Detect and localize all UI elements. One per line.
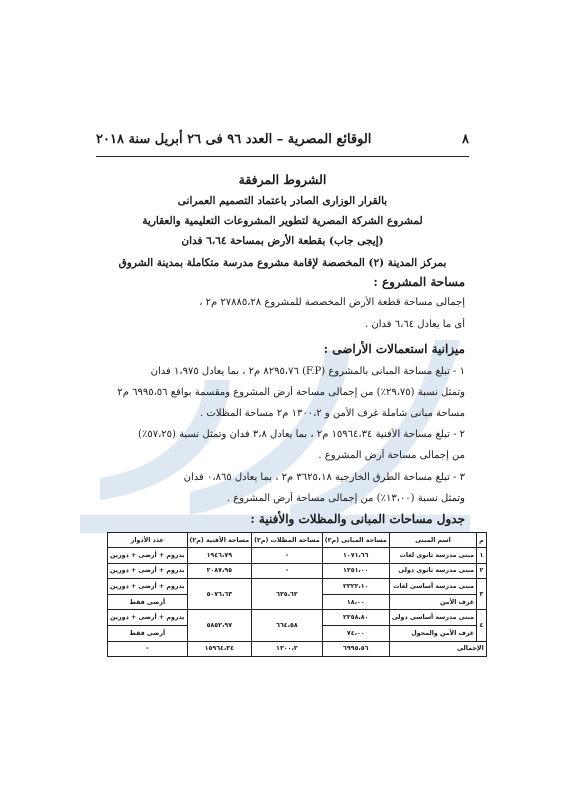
- area-section-title: مساحة المشروع :: [373, 275, 465, 289]
- intro-line: لمشروع الشركة المصرية لتطوير المشروعات التعليمية والعقارية: [142, 215, 423, 227]
- header-cell: عدد الأدوار: [108, 533, 188, 548]
- building-name: مبنى مدرسة أساسى دولى: [389, 610, 476, 626]
- floor-count: بدروم + أرضى + دورين: [108, 563, 188, 579]
- row-number: ٢: [477, 563, 487, 579]
- building-name: غرف الأمن والمحول: [389, 625, 476, 641]
- budget-section-title: ميزانية استعمالات الأراضى :: [323, 342, 465, 356]
- courtyard-area: ٥٠٧٦،٦٣: [187, 579, 252, 610]
- table-total-row: [108, 641, 487, 657]
- table-row: [108, 548, 487, 564]
- building-area: ٢٢٥٨،٨٠: [322, 610, 389, 626]
- floor-count: بدروم + أرضى + دورين: [108, 610, 188, 626]
- courtyard-area: ٢٠٨٧،٩٥: [187, 563, 252, 579]
- budget-line: ١ - تبلغ مساحة المبانى بالمشروع (F.P) ٨٢٩٥،٧٦ م٢ ، بما يعادل ١،٩٧٥ فدان: [150, 366, 465, 377]
- table-row: [108, 610, 487, 626]
- header-cell: مساحة المبانى (م٢): [322, 533, 389, 548]
- budget-line: من إجمالى مساحة أرض المشروع .: [318, 450, 465, 461]
- total-courtyard-area: ١٥٩٦٤،٣٤: [187, 641, 252, 657]
- header-rule: [96, 156, 469, 157]
- building-area: ٧٤،٠٠: [322, 625, 389, 641]
- intro-line: (إيجى جاب) بقطعة الأرض بمساحة ٦،٦٤ فدان: [181, 235, 384, 247]
- building-name: مبنى مدرسة ثانوى دولى: [389, 563, 476, 579]
- total-building-area: ٦٩٩٥،٥٦: [322, 641, 389, 657]
- floor-count: أرضى فقط: [108, 625, 188, 641]
- budget-line: ٣ - تبلغ مساحة الطرق الخارجية ٣٦٢٥،١٨ م٢ ، بما يعادل ٠،٨٦٥ فدان: [183, 472, 465, 483]
- budget-line: وتمثل نسبة (١٣،٠٠٪) من إجمالى مساحة أرض المشروع .: [226, 493, 465, 504]
- document-heading: الشروط المرفقة: [238, 172, 327, 187]
- area-line: إجمالى مساحة قطعة الأرض المخصصة للمشروع ٢٧٨٨٥،٢٨ م٢ ،: [199, 297, 465, 308]
- building-area: ١٨،٠٠: [322, 594, 389, 610]
- building-area: ٢٣٢٢،١٠: [322, 579, 389, 595]
- shade-area: ٦٣٥،٦٢: [252, 579, 323, 610]
- budget-line: وتمثل نسبة (٢٩،٧٥٪) من إجمالى مساحة أرض المشروع ومقسمة بواقع ٦٩٩٥،٥٦ م٢: [117, 387, 465, 398]
- table-row: [108, 563, 487, 579]
- page-header: [96, 132, 469, 147]
- building-name: مبنى مدرسة أساسى لغات: [389, 579, 476, 595]
- building-name: مبنى مدرسة ثانوى لغات: [389, 548, 476, 564]
- table-header-row: [108, 533, 487, 548]
- building-area: ١٠٧١،٦٦: [322, 548, 389, 564]
- budget-line: ٢ - تبلغ مساحة الأفنية ١٥٩٦٤،٣٤ م٢ ، بما يعادل ٣،٨ فدان وتمثل نسبة (٥٧،٢٥٪): [138, 429, 465, 440]
- table-title: جدول مساحات المبانى والمظلات والأفنية :: [250, 512, 465, 526]
- courtyard-area: ٥٨٥٢،٩٧: [187, 610, 252, 641]
- header-cell: اسم المبنى: [389, 533, 476, 548]
- shade-area: ٦٦٤،٥٨: [252, 610, 323, 641]
- total-floor-count: -: [108, 641, 188, 657]
- intro-line: بمركز المدينة (٢) المخصصة لإقامة مشروع مدرسة متكاملة بمدينة الشروق: [118, 257, 447, 269]
- building-name: غرف الأمن: [389, 594, 476, 610]
- floor-count: بدروم + أرضى + دورين: [108, 579, 188, 595]
- shade-area: -: [252, 563, 323, 579]
- floor-count: بدروم + أرضى + دورين: [108, 548, 188, 564]
- page-number: ٨: [462, 132, 469, 147]
- row-number: ٤: [477, 610, 487, 641]
- total-label: الإجمالى: [389, 641, 486, 657]
- courtyard-area: ١٩٤٦،٧٩: [187, 548, 252, 564]
- shade-area: -: [252, 548, 323, 564]
- budget-line: مساحة مبانى شاملة غرف الأمن و ١٣٠٠،٢ م٢ مساحة المظلات .: [200, 408, 465, 419]
- row-number: ١: [477, 548, 487, 564]
- header-cell: مساحة الأفنية (م٢): [187, 533, 252, 548]
- header-cell: م: [477, 533, 487, 548]
- gazette-title: الوقائع المصرية – العدد ٩٦ فى ٢٦ أبريل سنة ٢٠١٨: [96, 132, 372, 147]
- intro-line: بالقرار الوزارى الصادر باعتماد التصميم العمرانى: [177, 195, 388, 207]
- building-area: ١٢٥١،٠٠: [322, 563, 389, 579]
- buildings-area-table: [107, 532, 487, 657]
- area-line: أى ما يعادل ٦،٦٤ فدان .: [365, 319, 465, 330]
- floor-count: أرضى فقط: [108, 594, 188, 610]
- row-number: ٣: [477, 579, 487, 610]
- table-row: [108, 579, 487, 595]
- total-shade-area: ١٣٠٠،٢: [252, 641, 323, 657]
- header-cell: مساحة المظلات (م٢): [252, 533, 323, 548]
